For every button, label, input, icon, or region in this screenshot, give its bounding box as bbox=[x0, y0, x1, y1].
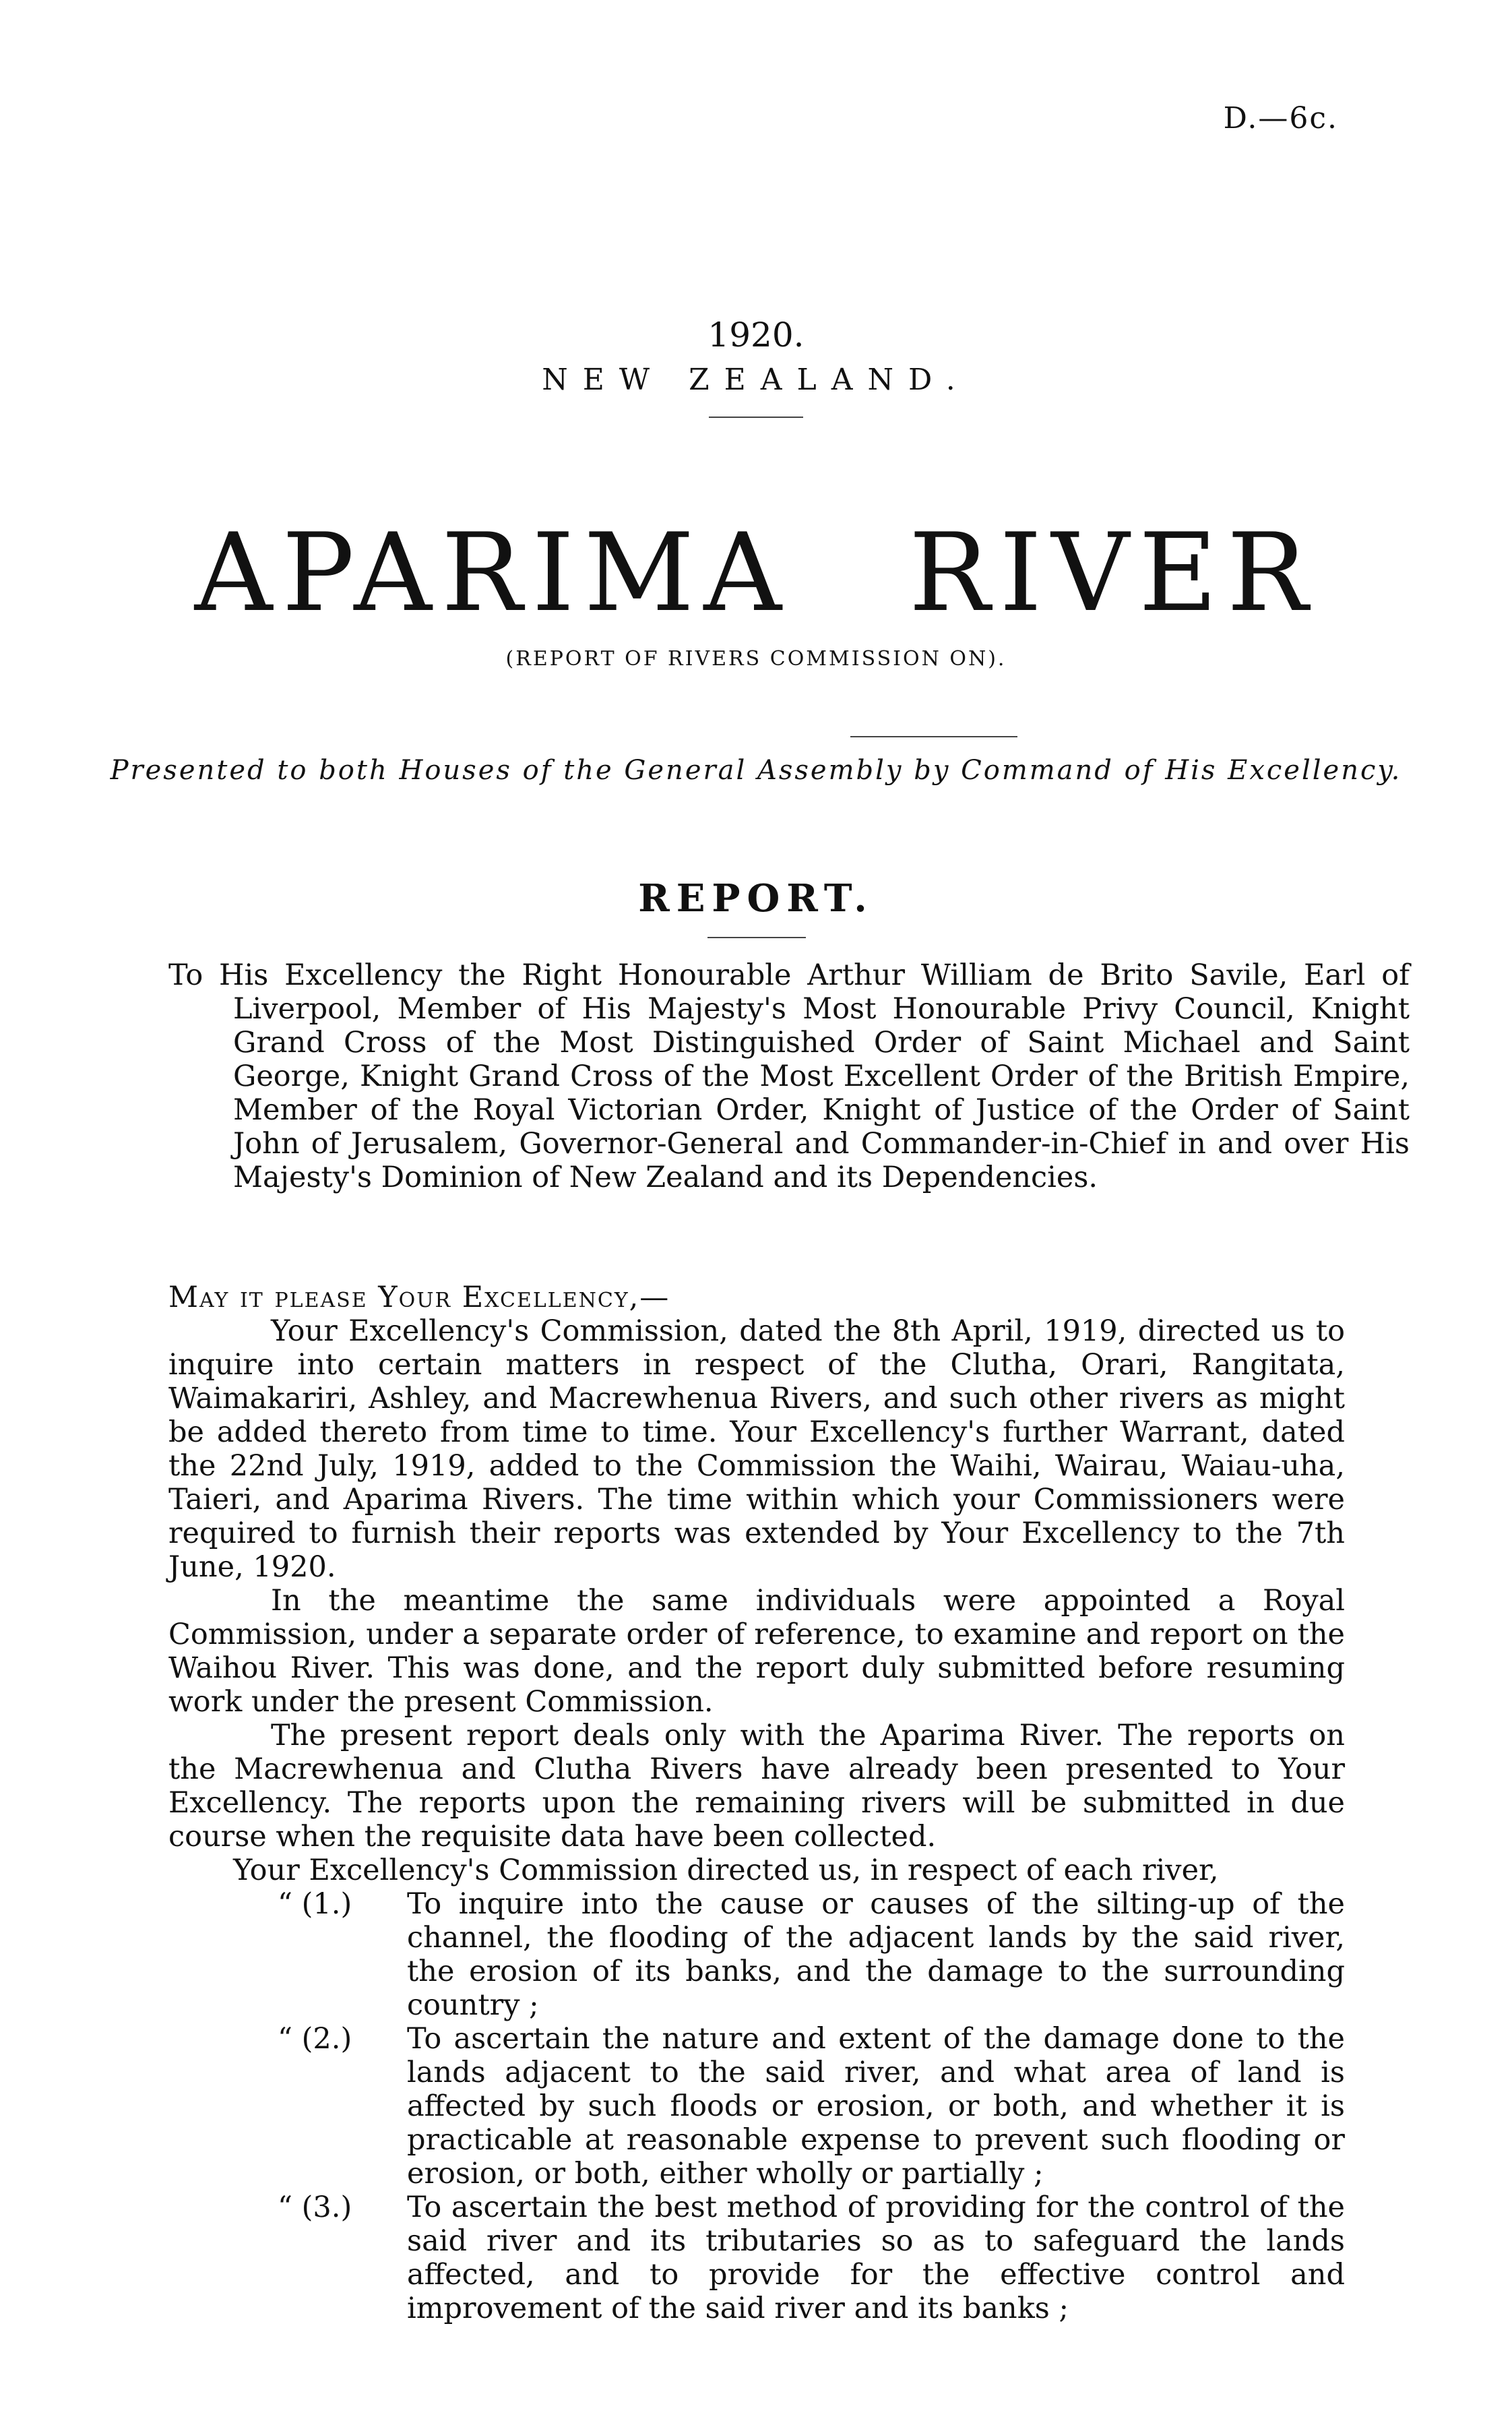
country-heading: NEW ZEALAND. bbox=[542, 363, 970, 397]
document-reference: D.—6c. bbox=[1223, 101, 1338, 135]
body-paragraph: The present report deals only with the Aparima River. The reports on the Macrewhenua and Clutha Rivers have already been presented to Your Excellency. The reports upon the remaining rivers will be submitted in due course when the requisite data have been collected. bbox=[168, 1719, 1345, 1854]
item-text: To ascertain the best method of providing for the control of the said river and its tributaries so as to safeguard the lands affected, and to provide for the effective control and improvement of the said river and its banks ; bbox=[407, 2191, 1345, 2325]
item-text: To ascertain the nature and extent of the damage done to the lands adjacent to the said river, and what area of land is affected by such floods or erosion, or both, and whether it is practicable at reasonable expense to prevent such flooding or erosion, or both, either wholly or partially ; bbox=[407, 2022, 1345, 2191]
list-item bbox=[168, 2022, 1345, 2191]
report-heading: REPORT. bbox=[638, 876, 874, 921]
report-divider bbox=[707, 937, 806, 938]
report-body bbox=[168, 1314, 1345, 2325]
salutation bbox=[168, 1281, 670, 1314]
body-paragraph: In the meantime the same individuals were appointed a Royal Commission, under a separate order of reference, to examine and report on the Waihou River. This was done, and the report duly submitted before resuming work under the present Commission. bbox=[168, 1584, 1345, 1719]
document-year: 1920. bbox=[707, 315, 805, 355]
subtitle-divider bbox=[850, 736, 1017, 737]
document-subtitle: (REPORT OF RIVERS COMMISSION ON). bbox=[505, 647, 1007, 671]
items-intro: Your Excellency's Commission directed us, in respect of each river, bbox=[233, 1854, 1219, 1887]
address-paragraph: To His Excellency the Right Honourable Arthur William de Brito Savile, Earl of Liverpool, Member of His Majesty's Most Honourable Privy Council, Knight Grand Cross of the Most Distinguished Order of Saint Michael and Saint George, Knight Grand Cross of the Most Excellent Order of the British Empire, Member of the Royal Victorian Order, Knight of Justice of the Order of Saint John of Jerusalem, Governor-General and Commander-in-Chief in and over His Majesty's Dominion of New Zealand and its Dependencies. bbox=[168, 958, 1410, 1194]
masthead-divider bbox=[709, 417, 803, 418]
list-item bbox=[168, 1887, 1345, 2022]
document-title: APARIMA RIVER bbox=[194, 510, 1318, 636]
salutation-text: May it please Your Excellency,— bbox=[168, 1281, 670, 1314]
item-number: “ (1.) bbox=[278, 1887, 352, 1921]
list-item bbox=[168, 2191, 1345, 2325]
item-number: “ (2.) bbox=[278, 2022, 352, 2056]
item-text: To inquire into the cause or causes of the silting-up of the channel, the flooding of the adjacent lands by the said river, the erosion of its banks, and the damage to the surrounding country ; bbox=[407, 1887, 1345, 2022]
item-number: “ (3.) bbox=[278, 2191, 352, 2224]
body-paragraph: Your Excellency's Commission, dated the 8th April, 1919, directed us to inquire into certain matters in respect of the Clutha, Orari, Rangitata, Waimakariri, Ashley, and Macrewhenua Rivers, and such other rivers as might be added thereto from time to time. Your Excellency's further Warrant, dated the 22nd July, 1919, added to the Commission the Waihi, Wairau, Waiau-uha, Taieri, and Aparima Rivers. The time within which your Commissioners were required to furnish their reports was extended by Your Excellency to the 7th June, 1920. bbox=[168, 1314, 1345, 1584]
presented-line: Presented to both Houses of the General Assembly by Command of His Excellency. bbox=[110, 755, 1402, 786]
